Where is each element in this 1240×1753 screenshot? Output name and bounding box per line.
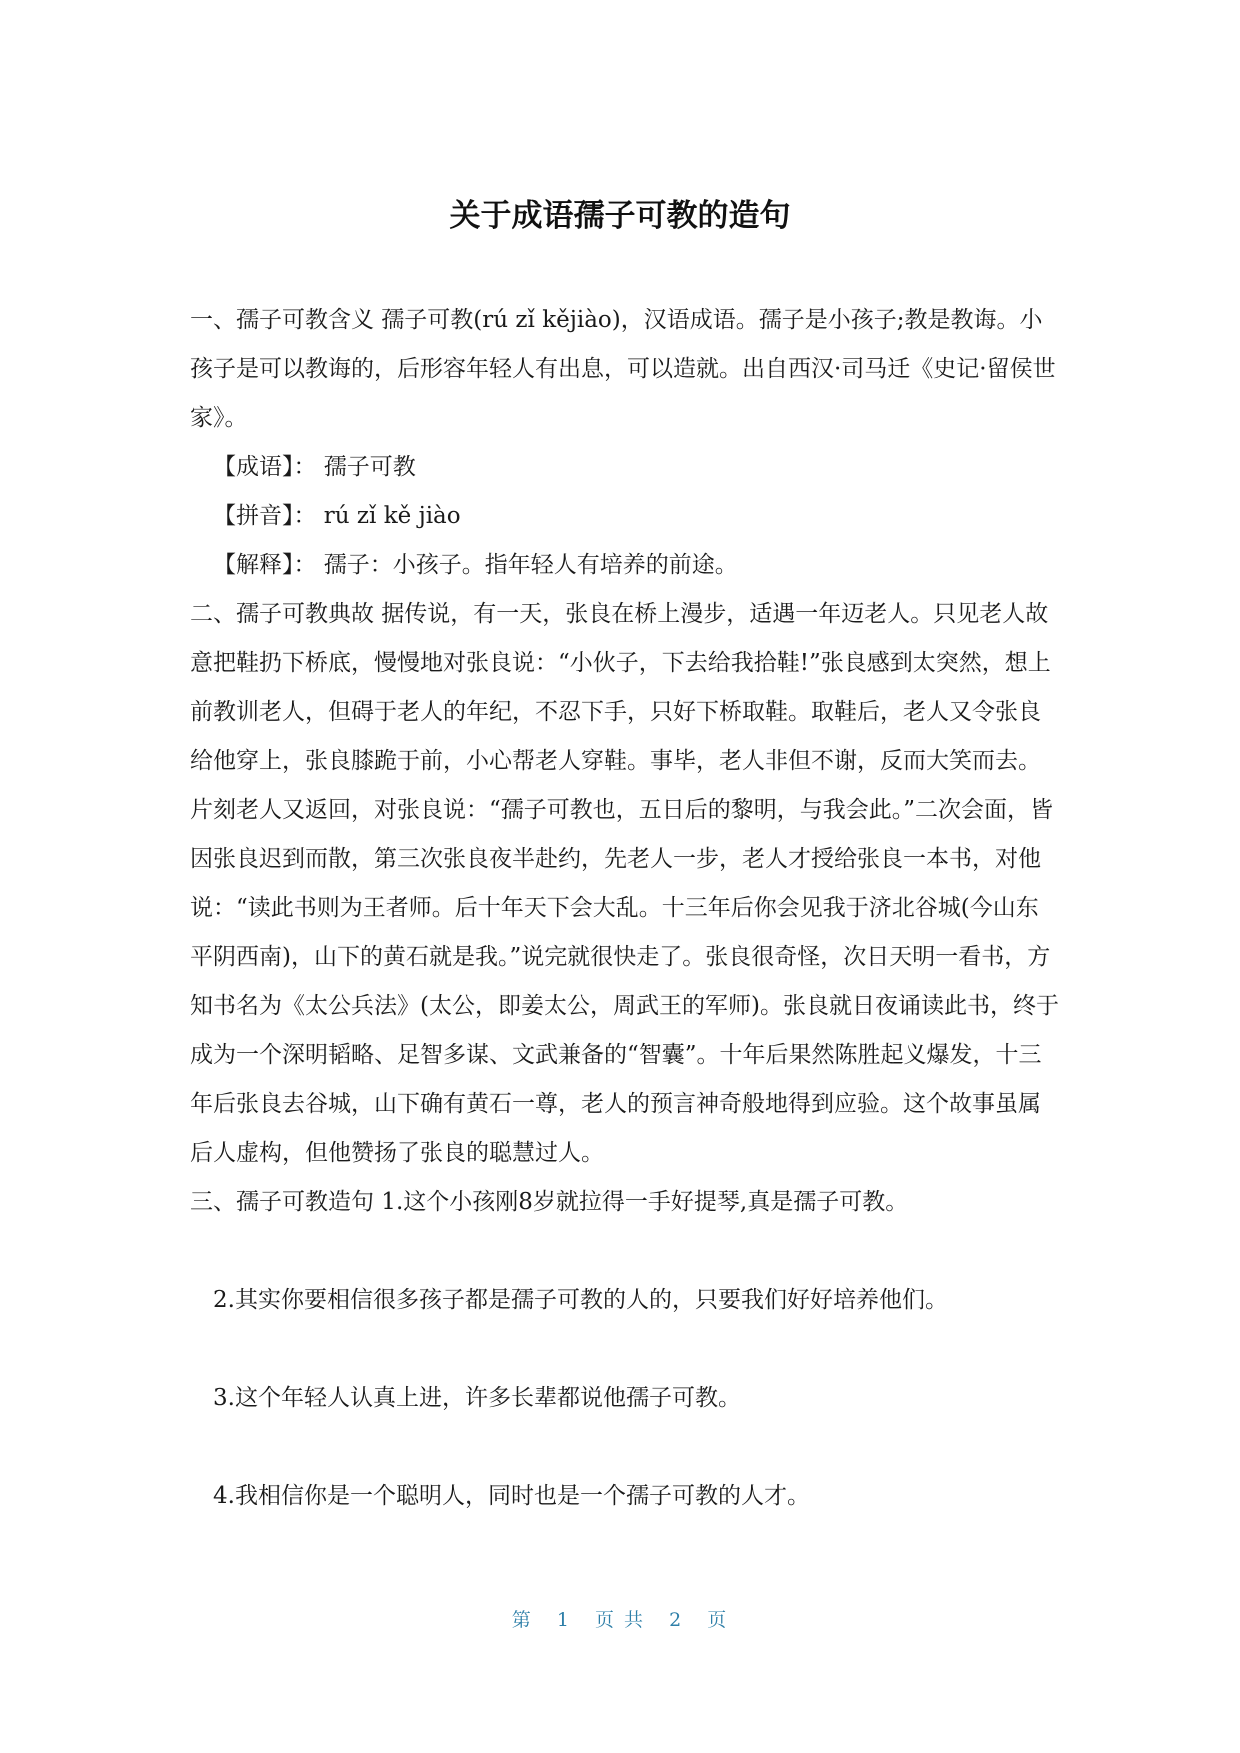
paragraph-story: 二、孺子可教典故 据传说，有一天，张良在桥上漫步，适遇一年迈老人。只见老人故意把鞋扔下桥底，慢慢地对张良说：“小伙子，下去给我拾鞋!”张良感到太突然，想上前教训老人，但碍于老人的年纪，不忍下手，只好下桥取鞋。取鞋后，老人又令张良给他穿上，张良膝跪于前，小心帮老人穿鞋。事毕，老人非但不谢，反而大笑而去。片刻老人又返回，对张良说：“孺子可教也，五日后的黎明，与我会此。”二次会面，皆因张良迟到而散，第三次张良夜半赴约，先老人一步，老人才授给张良一本书，对他说：“读此书则为王者师。后十年天下会大乱。十三年后你会见我于济北谷城(今山东平阴西南)，山下的黄石就是我。”说完就很快走了。张良很奇怪，次日天明一看书，方知书名为《太公兵法》(太公，即姜太公，周武王的军师)。张良就日夜诵读此书，终于成为一个深明韬略、足智多谋、文武兼备的“智囊”。十年后果然陈胜起义爆发，十三年后张良去谷城，山下确有黄石一尊，老人的预言神奇般地得到应验。这个故事虽属后人虚构，但他赞扬了张良的聪慧过人。	[190, 601, 1059, 1166]
sentence-item-2: 2.其实你要相信很多孩子都是孺子可教的人的，只要我们好好培养他们。	[213, 1287, 948, 1313]
paragraph-sentences-heading: 三、孺子可教造句 1.这个小孩刚8岁就拉得一手好提琴,真是孺子可教。	[190, 1189, 909, 1215]
document-body	[190, 296, 1060, 1521]
footer-current-page: 1	[556, 1609, 571, 1631]
footer-label-total: 页 共	[594, 1609, 646, 1631]
paragraph-explanation: 【解释】： 孺子：小孩子。指年轻人有培养的前途。	[213, 552, 738, 578]
sentence-item-3: 3.这个年轻人认真上进，许多长辈都说他孺子可教。	[213, 1385, 741, 1411]
footer-label-end: 页	[707, 1609, 729, 1631]
page-footer	[0, 1605, 1240, 1632]
sentence-item-4: 4.我相信你是一个聪明人，同时也是一个孺子可教的人才。	[213, 1483, 810, 1509]
footer-total-pages: 2	[669, 1609, 684, 1631]
document-title: 关于成语孺子可教的造句	[449, 198, 791, 234]
paragraph-meaning: 一、孺子可教含义 孺子可教(rú zǐ kějiào)，汉语成语。孺子是小孩子;教是教诲。小孩子是可以教诲的，后形容年轻人有出息，可以造就。出自西汉·司马迁《史记·留侯世家》。	[190, 307, 1056, 431]
paragraph-idiom: 【成语】： 孺子可教	[213, 454, 416, 480]
footer-label-page: 第	[511, 1609, 533, 1631]
paragraph-pinyin: 【拼音】： rú zǐ kě jiào	[213, 503, 461, 529]
